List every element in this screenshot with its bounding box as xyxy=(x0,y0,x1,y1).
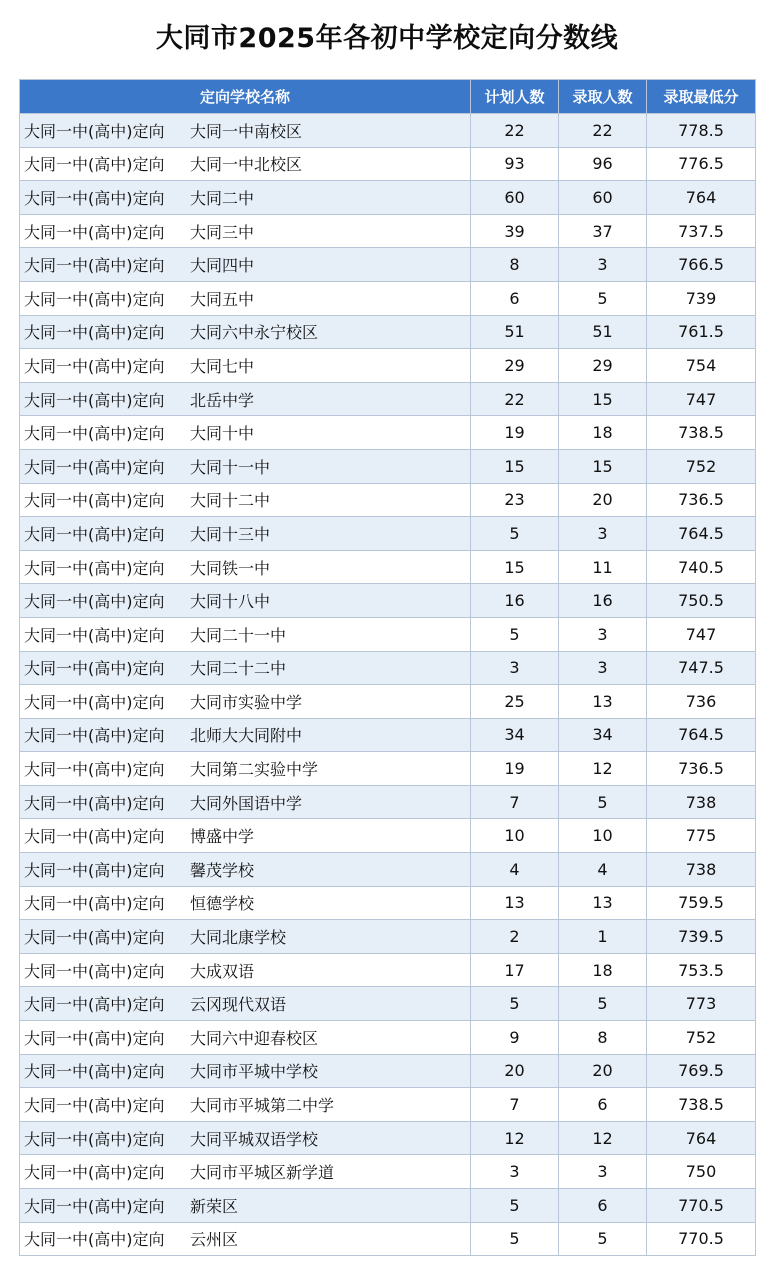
admit-count-cell: 5 xyxy=(559,785,647,819)
plan-count-cell: 5 xyxy=(471,617,559,651)
school-name: 大同二十二中 xyxy=(190,659,287,679)
school-name-cell xyxy=(20,987,471,1021)
table-body xyxy=(20,114,756,1256)
school-name-cell xyxy=(20,819,471,853)
admit-count-cell: 3 xyxy=(559,617,647,651)
school-name-cell xyxy=(20,181,471,215)
school-name: 大同一中北校区 xyxy=(190,155,303,175)
school-name-cell xyxy=(20,1088,471,1122)
plan-count-cell: 22 xyxy=(471,382,559,416)
min-score-cell: 737.5 xyxy=(647,214,756,248)
min-score-cell: 752 xyxy=(647,1021,756,1055)
admit-count-cell: 51 xyxy=(559,315,647,349)
table-row xyxy=(20,517,756,551)
plan-count-cell: 39 xyxy=(471,214,559,248)
admit-count-cell: 8 xyxy=(559,1021,647,1055)
school-name: 大同平城双语学校 xyxy=(190,1129,319,1149)
school-name: 大同十三中 xyxy=(190,524,271,544)
table-row xyxy=(20,214,756,248)
admit-count-cell: 96 xyxy=(559,147,647,181)
min-score-cell: 764.5 xyxy=(647,517,756,551)
table-row xyxy=(20,685,756,719)
school-name: 大同市平城中学校 xyxy=(190,1062,319,1082)
plan-count-cell: 23 xyxy=(471,483,559,517)
min-score-cell: 764 xyxy=(647,1121,756,1155)
school-name-cell xyxy=(20,550,471,584)
table-row xyxy=(20,584,756,618)
table-row xyxy=(20,651,756,685)
admit-count-cell: 12 xyxy=(559,1121,647,1155)
school-prefix: 大同一中(高中)定向 xyxy=(24,928,165,948)
plan-count-cell: 93 xyxy=(471,147,559,181)
school-prefix: 大同一中(高中)定向 xyxy=(24,860,165,880)
plan-count-cell: 5 xyxy=(471,1189,559,1223)
table-row xyxy=(20,1189,756,1223)
min-score-cell: 750 xyxy=(647,1155,756,1189)
admit-count-cell: 20 xyxy=(559,1054,647,1088)
school-prefix: 大同一中(高中)定向 xyxy=(24,323,165,343)
school-prefix: 大同一中(高中)定向 xyxy=(24,995,165,1015)
table-row xyxy=(20,1222,756,1256)
admit-count-cell: 16 xyxy=(559,584,647,618)
plan-count-cell: 3 xyxy=(471,651,559,685)
admit-count-cell: 3 xyxy=(559,248,647,282)
school-prefix: 大同一中(高中)定向 xyxy=(24,188,165,208)
min-score-cell: 778.5 xyxy=(647,114,756,148)
admit-count-cell: 3 xyxy=(559,1155,647,1189)
min-score-cell: 747 xyxy=(647,617,756,651)
table-row xyxy=(20,114,756,148)
school-name: 北岳中学 xyxy=(190,390,255,410)
score-table xyxy=(19,79,756,1256)
plan-count-cell: 13 xyxy=(471,886,559,920)
school-name: 大同十中 xyxy=(190,424,255,444)
table-row xyxy=(20,1121,756,1155)
school-name: 大成双语 xyxy=(190,961,255,981)
admit-count-cell: 18 xyxy=(559,416,647,450)
school-prefix: 大同一中(高中)定向 xyxy=(24,1196,165,1216)
school-name: 博盛中学 xyxy=(190,827,255,847)
school-prefix: 大同一中(高中)定向 xyxy=(24,692,165,712)
table-row xyxy=(20,1021,756,1055)
min-score-cell: 739 xyxy=(647,281,756,315)
school-name: 大同一中南校区 xyxy=(190,121,303,141)
admit-count-cell: 5 xyxy=(559,281,647,315)
school-prefix: 大同一中(高中)定向 xyxy=(24,524,165,544)
plan-count-cell: 15 xyxy=(471,449,559,483)
school-prefix: 大同一中(高中)定向 xyxy=(24,222,165,242)
page-title: 大同市2025年各初中学校定向分数线 xyxy=(155,23,619,54)
school-name-cell xyxy=(20,1021,471,1055)
school-prefix: 大同一中(高中)定向 xyxy=(24,894,165,914)
school-name: 大同四中 xyxy=(190,256,255,276)
admit-count-cell: 29 xyxy=(559,349,647,383)
plan-count-cell: 60 xyxy=(471,181,559,215)
plan-count-cell: 19 xyxy=(471,752,559,786)
admit-count-cell: 13 xyxy=(559,685,647,719)
min-score-cell: 764.5 xyxy=(647,718,756,752)
plan-count-cell: 6 xyxy=(471,281,559,315)
school-prefix: 大同一中(高中)定向 xyxy=(24,592,165,612)
school-prefix: 大同一中(高中)定向 xyxy=(24,659,165,679)
min-score-cell: 761.5 xyxy=(647,315,756,349)
header-admit-count: 录取人数 xyxy=(559,80,647,114)
table-row xyxy=(20,1054,756,1088)
school-name-cell xyxy=(20,1054,471,1088)
plan-count-cell: 2 xyxy=(471,920,559,954)
school-prefix: 大同一中(高中)定向 xyxy=(24,1062,165,1082)
school-prefix: 大同一中(高中)定向 xyxy=(24,1129,165,1149)
min-score-cell: 736.5 xyxy=(647,752,756,786)
plan-count-cell: 7 xyxy=(471,1088,559,1122)
table-row xyxy=(20,718,756,752)
school-name: 云冈现代双语 xyxy=(190,995,287,1015)
school-name-cell xyxy=(20,1189,471,1223)
admit-count-cell: 18 xyxy=(559,953,647,987)
school-name-cell xyxy=(20,517,471,551)
school-prefix: 大同一中(高中)定向 xyxy=(24,256,165,276)
min-score-cell: 775 xyxy=(647,819,756,853)
school-prefix: 大同一中(高中)定向 xyxy=(24,1028,165,1048)
table-header-row xyxy=(20,80,756,114)
table-row xyxy=(20,853,756,887)
school-prefix: 大同一中(高中)定向 xyxy=(24,390,165,410)
school-name-cell xyxy=(20,382,471,416)
school-name-cell xyxy=(20,685,471,719)
header-school-name: 定向学校名称 xyxy=(20,80,471,114)
plan-count-cell: 19 xyxy=(471,416,559,450)
table-row xyxy=(20,315,756,349)
min-score-cell: 738 xyxy=(647,785,756,819)
admit-count-cell: 37 xyxy=(559,214,647,248)
school-name-cell xyxy=(20,920,471,954)
min-score-cell: 753.5 xyxy=(647,953,756,987)
min-score-cell: 738 xyxy=(647,853,756,887)
school-name: 恒德学校 xyxy=(190,894,255,914)
school-name: 云州区 xyxy=(190,1230,239,1250)
school-name-cell xyxy=(20,483,471,517)
school-name-cell xyxy=(20,114,471,148)
plan-count-cell: 29 xyxy=(471,349,559,383)
admit-count-cell: 3 xyxy=(559,651,647,685)
school-name: 大同外国语中学 xyxy=(190,793,303,813)
school-name-cell xyxy=(20,1155,471,1189)
school-name-cell xyxy=(20,416,471,450)
plan-count-cell: 22 xyxy=(471,114,559,148)
school-name: 大同五中 xyxy=(190,289,255,309)
table-row xyxy=(20,1088,756,1122)
school-name: 大同第二实验中学 xyxy=(190,760,319,780)
school-name: 大同十八中 xyxy=(190,592,271,612)
plan-count-cell: 51 xyxy=(471,315,559,349)
plan-count-cell: 5 xyxy=(471,517,559,551)
admit-count-cell: 15 xyxy=(559,449,647,483)
header-plan-count: 计划人数 xyxy=(471,80,559,114)
school-prefix: 大同一中(高中)定向 xyxy=(24,1096,165,1116)
min-score-cell: 738.5 xyxy=(647,1088,756,1122)
admit-count-cell: 12 xyxy=(559,752,647,786)
table-row xyxy=(20,483,756,517)
school-name-cell xyxy=(20,718,471,752)
school-name-cell xyxy=(20,1222,471,1256)
school-prefix: 大同一中(高中)定向 xyxy=(24,558,165,578)
min-score-cell: 740.5 xyxy=(647,550,756,584)
school-prefix: 大同一中(高中)定向 xyxy=(24,827,165,847)
school-prefix: 大同一中(高中)定向 xyxy=(24,457,165,477)
school-name-cell xyxy=(20,785,471,819)
min-score-cell: 739.5 xyxy=(647,920,756,954)
table-row xyxy=(20,1155,756,1189)
school-name-cell xyxy=(20,281,471,315)
school-name-cell xyxy=(20,651,471,685)
plan-count-cell: 25 xyxy=(471,685,559,719)
admit-count-cell: 6 xyxy=(559,1189,647,1223)
school-name-cell xyxy=(20,214,471,248)
school-name-cell xyxy=(20,1121,471,1155)
school-prefix: 大同一中(高中)定向 xyxy=(24,625,165,645)
min-score-cell: 752 xyxy=(647,449,756,483)
plan-count-cell: 5 xyxy=(471,1222,559,1256)
school-name-cell xyxy=(20,349,471,383)
school-name: 大同二中 xyxy=(190,188,255,208)
plan-count-cell: 4 xyxy=(471,853,559,887)
min-score-cell: 736.5 xyxy=(647,483,756,517)
school-name: 北师大大同附中 xyxy=(190,726,303,746)
min-score-cell: 747.5 xyxy=(647,651,756,685)
admit-count-cell: 15 xyxy=(559,382,647,416)
school-name-cell xyxy=(20,853,471,887)
school-prefix: 大同一中(高中)定向 xyxy=(24,961,165,981)
min-score-cell: 736 xyxy=(647,685,756,719)
school-name-cell xyxy=(20,315,471,349)
school-prefix: 大同一中(高中)定向 xyxy=(24,424,165,444)
school-name-cell xyxy=(20,752,471,786)
plan-count-cell: 7 xyxy=(471,785,559,819)
min-score-cell: 769.5 xyxy=(647,1054,756,1088)
min-score-cell: 764 xyxy=(647,181,756,215)
admit-count-cell: 6 xyxy=(559,1088,647,1122)
table-row xyxy=(20,281,756,315)
admit-count-cell: 1 xyxy=(559,920,647,954)
table-row xyxy=(20,920,756,954)
table-row xyxy=(20,416,756,450)
school-name-cell xyxy=(20,147,471,181)
plan-count-cell: 17 xyxy=(471,953,559,987)
table-row xyxy=(20,953,756,987)
table-row xyxy=(20,886,756,920)
school-name: 大同七中 xyxy=(190,356,255,376)
plan-count-cell: 8 xyxy=(471,248,559,282)
min-score-cell: 770.5 xyxy=(647,1189,756,1223)
school-name-cell xyxy=(20,584,471,618)
school-prefix: 大同一中(高中)定向 xyxy=(24,1163,165,1183)
school-name: 大同市平城第二中学 xyxy=(190,1096,335,1116)
plan-count-cell: 9 xyxy=(471,1021,559,1055)
school-name: 新荣区 xyxy=(190,1196,239,1216)
table-row xyxy=(20,382,756,416)
admit-count-cell: 34 xyxy=(559,718,647,752)
table-row xyxy=(20,819,756,853)
plan-count-cell: 15 xyxy=(471,550,559,584)
min-score-cell: 738.5 xyxy=(647,416,756,450)
admit-count-cell: 5 xyxy=(559,987,647,1021)
min-score-cell: 766.5 xyxy=(647,248,756,282)
school-name-cell xyxy=(20,248,471,282)
table-row xyxy=(20,349,756,383)
school-name: 大同市实验中学 xyxy=(190,692,303,712)
admit-count-cell: 10 xyxy=(559,819,647,853)
plan-count-cell: 5 xyxy=(471,987,559,1021)
admit-count-cell: 13 xyxy=(559,886,647,920)
min-score-cell: 754 xyxy=(647,349,756,383)
admit-count-cell: 22 xyxy=(559,114,647,148)
table-row xyxy=(20,987,756,1021)
min-score-cell: 773 xyxy=(647,987,756,1021)
admit-count-cell: 11 xyxy=(559,550,647,584)
school-name-cell xyxy=(20,886,471,920)
min-score-cell: 750.5 xyxy=(647,584,756,618)
table-row xyxy=(20,181,756,215)
min-score-cell: 770.5 xyxy=(647,1222,756,1256)
plan-count-cell: 16 xyxy=(471,584,559,618)
admit-count-cell: 5 xyxy=(559,1222,647,1256)
school-name: 大同市平城区新学道 xyxy=(190,1163,335,1183)
school-prefix: 大同一中(高中)定向 xyxy=(24,760,165,780)
school-name: 大同十一中 xyxy=(190,457,271,477)
school-prefix: 大同一中(高中)定向 xyxy=(24,289,165,309)
table-row xyxy=(20,617,756,651)
school-prefix: 大同一中(高中)定向 xyxy=(24,356,165,376)
school-name: 大同十二中 xyxy=(190,491,271,511)
school-name: 大同铁一中 xyxy=(190,558,271,578)
school-name: 大同二十一中 xyxy=(190,625,287,645)
school-prefix: 大同一中(高中)定向 xyxy=(24,1230,165,1250)
school-name: 大同六中永宁校区 xyxy=(190,323,319,343)
header-min-score: 录取最低分 xyxy=(647,80,756,114)
min-score-cell: 759.5 xyxy=(647,886,756,920)
school-prefix: 大同一中(高中)定向 xyxy=(24,793,165,813)
min-score-cell: 776.5 xyxy=(647,147,756,181)
school-name: 大同三中 xyxy=(190,222,255,242)
school-name: 馨茂学校 xyxy=(190,860,255,880)
school-name-cell xyxy=(20,617,471,651)
table-row xyxy=(20,248,756,282)
table-row xyxy=(20,147,756,181)
admit-count-cell: 20 xyxy=(559,483,647,517)
admit-count-cell: 3 xyxy=(559,517,647,551)
school-prefix: 大同一中(高中)定向 xyxy=(24,726,165,746)
plan-count-cell: 10 xyxy=(471,819,559,853)
admit-count-cell: 4 xyxy=(559,853,647,887)
school-name-cell xyxy=(20,449,471,483)
school-prefix: 大同一中(高中)定向 xyxy=(24,121,165,141)
table-row xyxy=(20,752,756,786)
plan-count-cell: 3 xyxy=(471,1155,559,1189)
school-name: 大同北康学校 xyxy=(190,928,287,948)
admit-count-cell: 60 xyxy=(559,181,647,215)
plan-count-cell: 20 xyxy=(471,1054,559,1088)
school-prefix: 大同一中(高中)定向 xyxy=(24,155,165,175)
table-row xyxy=(20,449,756,483)
school-prefix: 大同一中(高中)定向 xyxy=(24,491,165,511)
min-score-cell: 747 xyxy=(647,382,756,416)
school-name: 大同六中迎春校区 xyxy=(190,1028,319,1048)
plan-count-cell: 34 xyxy=(471,718,559,752)
school-name-cell xyxy=(20,953,471,987)
plan-count-cell: 12 xyxy=(471,1121,559,1155)
table-row xyxy=(20,785,756,819)
table-row xyxy=(20,550,756,584)
